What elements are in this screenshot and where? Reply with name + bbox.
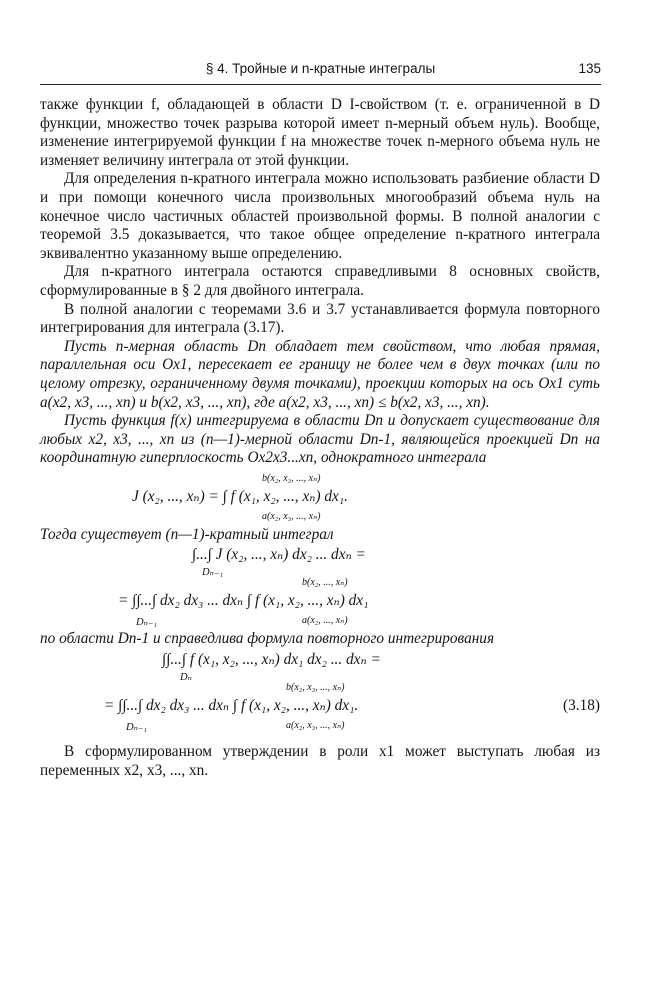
running-header (40, 58, 601, 80)
lower-limit: a(x₂, x₃, ..., xₙ) (262, 510, 321, 522)
page-number: 135 (578, 61, 601, 76)
theorem-condition: Пусть n-мерная область Dn обладает тем свойством, что любая прямая, параллельная оси Ox1, пересекает ее границу не более чем в двух точках (или по целому отрезку, ограниченному двумя точками), проекции которых на ось Ox1 суть a(x2, x3, ..., xn) и b(x2, x3, ..., xn), где a(x2, x3, ..., xn) ≤ b(x2, x3, ..., xn). (40, 337, 600, 411)
domain-subscript: Dₙ₋₁ (126, 722, 148, 734)
conclusion-intro: Тогда существует (n—1)-кратный интеграл (40, 525, 334, 543)
domain-subscript: Dₙ₋₁ (136, 617, 158, 629)
formula-main: ∫...∫ J (x₂, ..., xₙ) dx₂ ... dxₙ = (192, 546, 366, 564)
formula-main: = ∫∫...∫ dx₂ dx₃ ... dxₙ ∫ f (x₁, x₂, ..., xₙ) dx₁ (118, 592, 369, 610)
domain-subscript: Dₙ (180, 672, 192, 684)
page-body (40, 96, 600, 780)
paragraph-4: В полной аналогии с теоремами 3.6 и 3.7 устанавливается формула повторного интегрирования для интеграла (3.17). (40, 300, 600, 337)
theorem-hypothesis: Пусть функция f(x) интегрируема в области Dn и допускает существование для любых x2, x3, ..., xn из (n—1)-мерной области Dn-1, являющейся проекцией Dn на координатную гиперплоскость Ox2x3...xn, однократного интеграла (40, 412, 600, 467)
formula-3-18-line1 (40, 649, 600, 684)
formula-3-18-line2 (40, 679, 600, 733)
formula-multiple-integral-line1 (40, 544, 600, 579)
upper-limit: b(x₂, x₃, ..., xₙ) (262, 472, 321, 484)
upper-limit: b(x₂, ..., xₙ) (302, 577, 348, 589)
formula-main: = ∫∫...∫ dx₂ dx₃ ... dxₙ ∫ f (x₁, x₂, ..., xₙ) dx₁. (104, 697, 359, 715)
running-title: § 4. Тройные и n-кратные интегралы (205, 61, 436, 76)
paragraph-2: Для определения n-кратного интеграла можно использовать разбиение области D и при помощи конечного числа произвольных многообразий объема нуль на конечное число частичных областей произвольной формы. В полной аналогии с теоремой 3.5 доказывается, что такое общее определение n-кратного интеграла эквивалентно указанному выше определению. (40, 170, 600, 262)
formula-main: ∫∫...∫ f (x₁, x₂, ..., xₙ) dx₁ dx₂ ... dxₙ = (162, 651, 381, 669)
header-rule (40, 84, 601, 85)
paragraph-1: также функции f, обладающей в области D I-свойством (т. е. ограниченной в D функции, множество точек разрыва которой имеет n-мерный объем нуль). Вообще, изменение интегрируемой функции f на множестве точек n-мерного объема нуль не изменяет величину интеграла от этой функции. (40, 96, 600, 169)
domain-subscript: Dₙ₋₁ (202, 567, 224, 579)
paragraph-final: В сформулированном утверждении в роли x1 может выступать любая из переменных x2, x3, ..., xn. (40, 743, 600, 779)
paragraph-3: Для n-кратного интеграла остаются справедливыми 8 основных свойств, сформулированные в § 2 для двойного интеграла. (40, 263, 600, 299)
formula-single-integral (40, 470, 600, 524)
equation-number: (3.18) (563, 697, 600, 715)
lower-limit: a(x₂, ..., xₙ) (302, 615, 348, 627)
conclusion-text: по области Dn-1 и справедлива формула повторного интегрирования (40, 630, 495, 648)
formula-main: J (x₂, ..., xₙ) = ∫ f (x₁, x₂, ..., xₙ) dx₁. (132, 487, 348, 505)
formula-multiple-integral-line2 (40, 574, 600, 628)
upper-limit: b(x₂, x₃, ..., xₙ) (286, 682, 345, 694)
lower-limit: a(x₂, x₃, ..., xₙ) (286, 720, 345, 732)
